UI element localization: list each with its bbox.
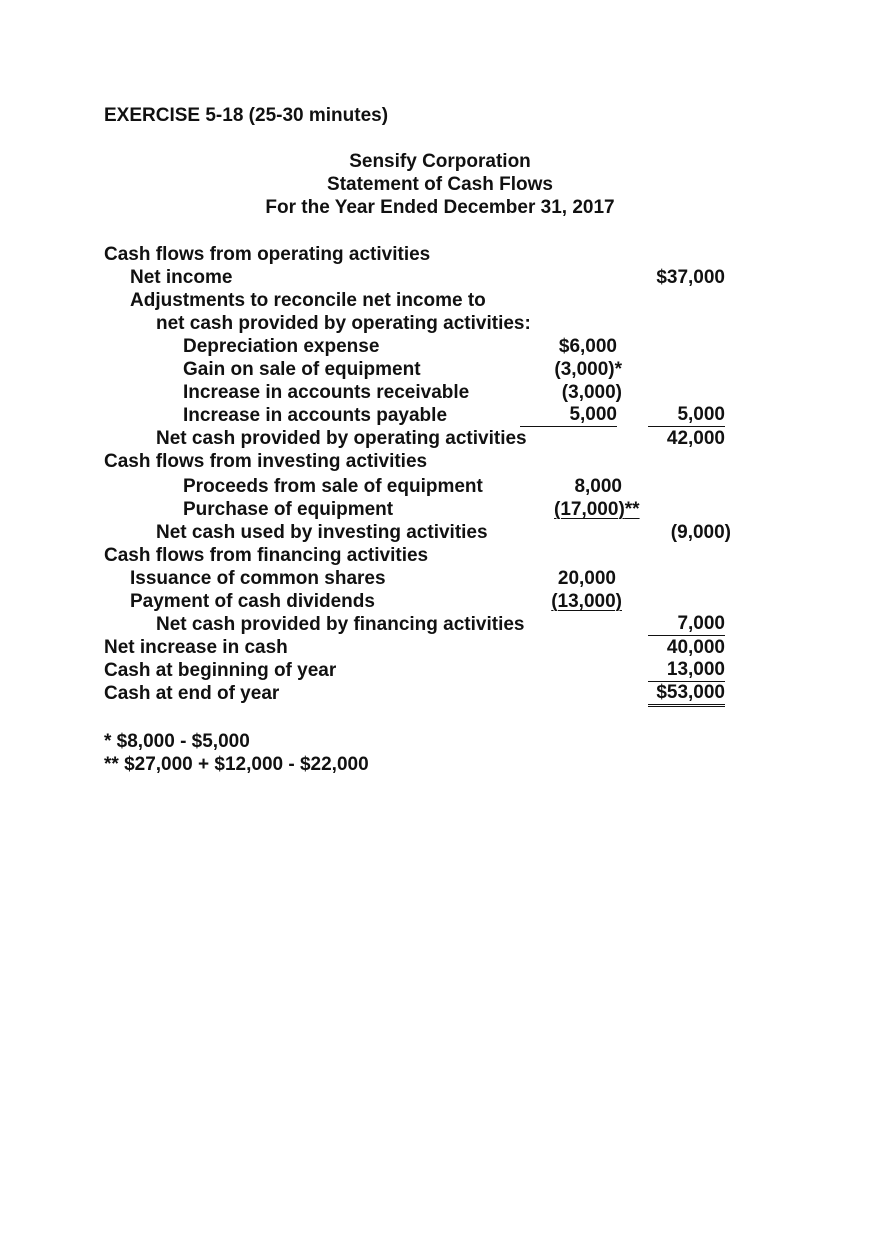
operating-heading: Cash flows from operating activities xyxy=(104,244,431,265)
net-operating-label: Net cash provided by operating activities xyxy=(156,428,527,449)
gain-label: Gain on sale of equipment xyxy=(183,359,421,380)
cash-end-label: Cash at end of year xyxy=(104,683,280,704)
statement-period: For the Year Ended December 31, 2017 xyxy=(265,197,615,218)
net-financing-total: 7,000 xyxy=(648,613,725,636)
cash-beginning-total: 13,000 xyxy=(648,659,725,682)
accounts-payable-label: Increase in accounts payable xyxy=(183,405,448,426)
footnote-purchase: ** $27,000 + $12,000 - $22,000 xyxy=(104,754,369,775)
depreciation-label: Depreciation expense xyxy=(183,336,380,357)
gain-footnote-mark: * xyxy=(614,359,622,380)
footnote-gain: * $8,000 - $5,000 xyxy=(104,731,250,752)
net-investing-label: Net cash used by investing activities xyxy=(156,522,488,543)
net-financing-label: Net cash provided by financing activities xyxy=(156,614,525,635)
net-increase-total: 40,000 xyxy=(666,637,725,658)
gain-amount: (3,000)* xyxy=(554,359,622,380)
financing-heading: Cash flows from financing activities xyxy=(104,545,429,566)
dividends-label: Payment of cash dividends xyxy=(130,591,375,612)
company-name: Sensify Corporation xyxy=(349,151,531,172)
proceeds-amount: 8,000 xyxy=(574,476,622,497)
net-investing-total: (9,000) xyxy=(670,522,731,543)
exercise-title: EXERCISE 5-18 (25-30 minutes) xyxy=(104,105,389,126)
accounts-payable-amount: 5,000 xyxy=(520,404,617,427)
depreciation-amount: $6,000 xyxy=(558,336,617,357)
adjustments-label-line1: Adjustments to reconcile net income to xyxy=(130,290,486,311)
issuance-label: Issuance of common shares xyxy=(130,568,386,589)
dividends-amount: (13,000) xyxy=(551,591,622,612)
net-increase-label: Net increase in cash xyxy=(104,637,288,658)
investing-heading: Cash flows from investing activities xyxy=(104,451,428,472)
adjustments-label-line2: net cash provided by operating activities: xyxy=(156,313,531,334)
net-income-label: Net income xyxy=(130,267,233,288)
net-income-total: $37,000 xyxy=(656,267,725,288)
purchase-amount: (17,000)** xyxy=(554,499,640,520)
statement-title: Statement of Cash Flows xyxy=(327,174,553,195)
proceeds-label: Proceeds from sale of equipment xyxy=(183,476,483,497)
accounts-receivable-amount: (3,000) xyxy=(561,382,622,403)
accounts-receivable-label: Increase in accounts receivable xyxy=(183,382,470,403)
adjustments-total: 5,000 xyxy=(648,404,725,427)
net-operating-total: 42,000 xyxy=(666,428,725,449)
cash-end-total: $53,000 xyxy=(648,682,725,707)
issuance-amount: 20,000 xyxy=(557,568,616,589)
cash-beginning-label: Cash at beginning of year xyxy=(104,660,337,681)
purchase-label: Purchase of equipment xyxy=(183,499,394,520)
purchase-footnote-mark: ** xyxy=(624,499,640,520)
